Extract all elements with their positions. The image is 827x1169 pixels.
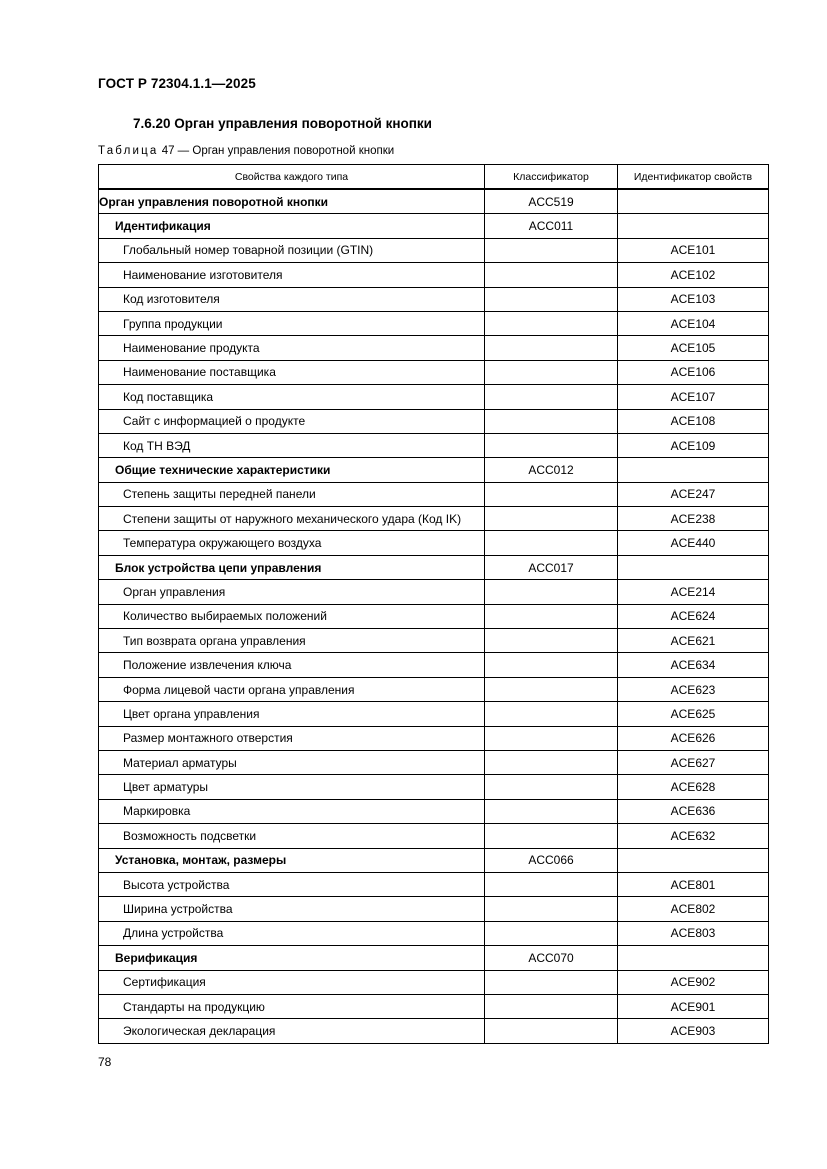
table-header-row: [99, 165, 769, 190]
property-name: Размер монтажного отверстия: [99, 726, 485, 750]
classifier-code: [485, 482, 618, 506]
table-row: [99, 921, 769, 945]
classifier-code: [485, 775, 618, 799]
table-row: [99, 872, 769, 896]
table-row: [99, 848, 769, 872]
property-name: Сертификация: [99, 970, 485, 994]
property-name: Группа продукции: [99, 311, 485, 335]
table-row: [99, 238, 769, 262]
property-id: ACE621: [618, 629, 769, 653]
property-name: Форма лицевой части органа управления: [99, 677, 485, 701]
property-id: ACE901: [618, 994, 769, 1018]
property-id: [618, 214, 769, 238]
property-name: Температура окружающего воздуха: [99, 531, 485, 555]
classifier-code: [485, 336, 618, 360]
property-name: Глобальный номер товарной позиции (GTIN): [99, 238, 485, 262]
property-id: ACE109: [618, 433, 769, 457]
table-row: [99, 1019, 769, 1043]
table-row: [99, 336, 769, 360]
property-id: ACE636: [618, 799, 769, 823]
classifier-code: [485, 702, 618, 726]
property-id: ACE102: [618, 263, 769, 287]
classifier-code: [485, 433, 618, 457]
property-name: Материал арматуры: [99, 750, 485, 774]
classifier-code: ACC017: [485, 555, 618, 579]
property-id: ACE105: [618, 336, 769, 360]
table-caption-label: Таблица: [98, 145, 159, 157]
property-id: [618, 946, 769, 970]
property-name: Количество выбираемых положений: [99, 604, 485, 628]
property-name: Цвет органа управления: [99, 702, 485, 726]
property-name: Степень защиты передней панели: [99, 482, 485, 506]
property-name: Код изготовителя: [99, 287, 485, 311]
classifier-code: [485, 238, 618, 262]
table-row: [99, 629, 769, 653]
property-id: ACE106: [618, 360, 769, 384]
classifier-code: [485, 872, 618, 896]
property-name: Маркировка: [99, 799, 485, 823]
classifier-code: [485, 750, 618, 774]
classifier-code: [485, 580, 618, 604]
header-properties: Свойства каждого типа: [99, 165, 485, 190]
table-row: [99, 263, 769, 287]
property-name: Положение извлечения ключа: [99, 653, 485, 677]
property-id: ACE103: [618, 287, 769, 311]
table-row: [99, 946, 769, 970]
header-property-id: Идентификатор свойств: [618, 165, 769, 190]
property-id: ACE214: [618, 580, 769, 604]
property-name: Общие технические характеристики: [99, 458, 485, 482]
classifier-code: [485, 994, 618, 1018]
table-row: [99, 409, 769, 433]
table-caption-text: 47 — Орган управления поворотной кнопки: [158, 145, 395, 157]
property-name: Тип возврата органа управления: [99, 629, 485, 653]
classifier-code: [485, 385, 618, 409]
classifier-code: [485, 921, 618, 945]
table-row: [99, 214, 769, 238]
property-id: ACE802: [618, 897, 769, 921]
classifier-code: ACC070: [485, 946, 618, 970]
property-name: Наименование поставщика: [99, 360, 485, 384]
property-name: Возможность подсветки: [99, 824, 485, 848]
property-name: Блок устройства цепи управления: [99, 555, 485, 579]
table-row: [99, 580, 769, 604]
table-row: [99, 799, 769, 823]
classifier-code: [485, 360, 618, 384]
classifier-code: [485, 507, 618, 531]
property-name: Установка, монтаж, размеры: [99, 848, 485, 872]
classifier-code: ACC011: [485, 214, 618, 238]
table-row: [99, 994, 769, 1018]
table-row: [99, 482, 769, 506]
table-row: [99, 385, 769, 409]
property-name: Орган управления: [99, 580, 485, 604]
classifier-code: [485, 263, 618, 287]
property-id: [618, 458, 769, 482]
property-name: Высота устройства: [99, 872, 485, 896]
classifier-code: [485, 653, 618, 677]
document-id: ГОСТ Р 72304.1.1—2025: [98, 76, 256, 91]
table-row: [99, 970, 769, 994]
table-row: [99, 189, 769, 214]
property-name: Код ТН ВЭД: [99, 433, 485, 457]
property-id: ACE101: [618, 238, 769, 262]
property-id: ACE625: [618, 702, 769, 726]
table-caption: [98, 145, 394, 157]
property-id: ACE623: [618, 677, 769, 701]
header-classifier: Классификатор: [485, 165, 618, 190]
table-row: [99, 360, 769, 384]
table-row: [99, 702, 769, 726]
property-id: ACE626: [618, 726, 769, 750]
table-row: [99, 507, 769, 531]
classifier-code: [485, 799, 618, 823]
table-row: [99, 287, 769, 311]
property-id: ACE632: [618, 824, 769, 848]
table-row: [99, 653, 769, 677]
classifier-code: [485, 311, 618, 335]
properties-table: [98, 164, 769, 1044]
property-id: [618, 555, 769, 579]
property-id: ACE108: [618, 409, 769, 433]
property-id: ACE634: [618, 653, 769, 677]
property-id: ACE627: [618, 750, 769, 774]
classifier-code: [485, 824, 618, 848]
property-name: Код поставщика: [99, 385, 485, 409]
classifier-code: [485, 970, 618, 994]
classifier-code: [485, 629, 618, 653]
property-name: Орган управления поворотной кнопки: [99, 189, 485, 214]
table-row: [99, 677, 769, 701]
table-row: [99, 824, 769, 848]
table-row: [99, 433, 769, 457]
table-row: [99, 726, 769, 750]
property-id: ACE902: [618, 970, 769, 994]
property-id: ACE903: [618, 1019, 769, 1043]
property-id: ACE801: [618, 872, 769, 896]
classifier-code: [485, 897, 618, 921]
section-title: 7.6.20 Орган управления поворотной кнопки: [133, 116, 432, 131]
table-row: [99, 775, 769, 799]
property-id: ACE104: [618, 311, 769, 335]
table-row: [99, 458, 769, 482]
classifier-code: [485, 409, 618, 433]
property-name: Идентификация: [99, 214, 485, 238]
property-name: Экологическая декларация: [99, 1019, 485, 1043]
classifier-code: [485, 531, 618, 555]
classifier-code: ACC012: [485, 458, 618, 482]
table-row: [99, 555, 769, 579]
classifier-code: ACC066: [485, 848, 618, 872]
property-id: [618, 848, 769, 872]
table-row: [99, 531, 769, 555]
property-id: ACE238: [618, 507, 769, 531]
property-id: [618, 189, 769, 214]
property-id: ACE107: [618, 385, 769, 409]
classifier-code: ACC519: [485, 189, 618, 214]
classifier-code: [485, 677, 618, 701]
table-body: [99, 189, 769, 1043]
property-name: Верификация: [99, 946, 485, 970]
table-row: [99, 750, 769, 774]
property-name: Степени защиты от наружного механического удара (Код IK): [99, 507, 485, 531]
property-name: Длина устройства: [99, 921, 485, 945]
property-name: Наименование продукта: [99, 336, 485, 360]
classifier-code: [485, 726, 618, 750]
property-id: ACE624: [618, 604, 769, 628]
table-row: [99, 311, 769, 335]
property-name: Цвет арматуры: [99, 775, 485, 799]
table-row: [99, 897, 769, 921]
classifier-code: [485, 1019, 618, 1043]
property-id: ACE628: [618, 775, 769, 799]
property-name: Сайт с информацией о продукте: [99, 409, 485, 433]
property-id: ACE247: [618, 482, 769, 506]
classifier-code: [485, 287, 618, 311]
classifier-code: [485, 604, 618, 628]
property-name: Стандарты на продукцию: [99, 994, 485, 1018]
property-id: ACE440: [618, 531, 769, 555]
property-id: ACE803: [618, 921, 769, 945]
table-row: [99, 604, 769, 628]
property-name: Наименование изготовителя: [99, 263, 485, 287]
page-number: 78: [98, 1055, 112, 1069]
property-name: Ширина устройства: [99, 897, 485, 921]
